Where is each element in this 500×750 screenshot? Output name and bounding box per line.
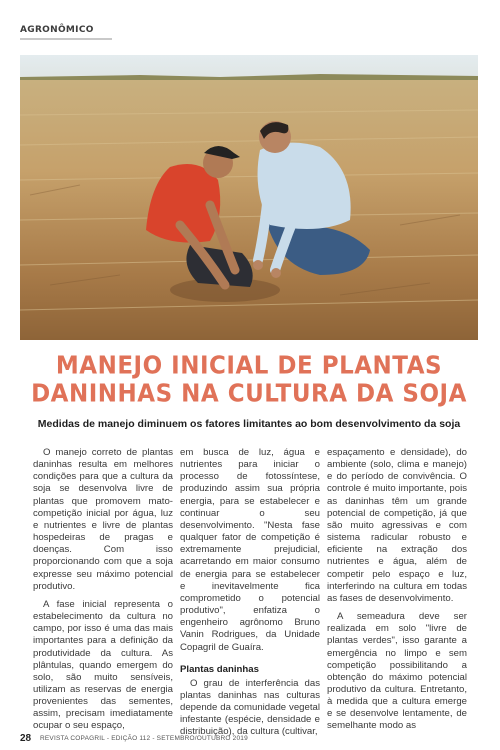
section-label: AGRONÔMICO bbox=[20, 25, 94, 35]
page-number: 28 bbox=[20, 733, 32, 744]
paragraph: O grau de interferência das plantas daninhas nas culturas depende da comunidade vegetal infestante (espécie, densidade e distribuição), da cultura (cultivar, bbox=[180, 677, 320, 738]
paragraph: espaçamento e densidade), do ambiente (solo, clima e manejo) e do período de convivência. O controle é muito importante, pois as daninhas têm um grande potencial de competição, já que são muito agressivas e com sistema radicular robusto e eficiente na extração dos nutrientes e água, além de competir pelo espaço e luz, interferindo na cultura em todas as fases de desenvolvimento. bbox=[327, 447, 467, 604]
text-column-3 bbox=[327, 447, 467, 739]
section-divider bbox=[20, 38, 112, 40]
article-subtitle: Medidas de manejo diminuem os fatores limitantes ao bom desenvolvimento da soja bbox=[37, 418, 461, 430]
paragraph: A semeadura deve ser realizada em solo "livre de plantas verdes", isso garante a emergência no limpo e sem competição possibilitando a obtenção do máximo potencial produtivo da cultura. Entretanto, à medida que a cultura emerge e se desenvolve lentamente, de semelhante modo as bbox=[327, 611, 467, 732]
text-column-2 bbox=[180, 447, 320, 745]
paragraph: em busca de luz, água e nutrientes para iniciar o processo de fotossíntese, produzindo assim sua própria energia, para se estabelecer e continuar o seu desenvolvimento. "Nesta fase qualquer fator de competição é extremamente prejudicial, acarretando em maior consumo de energia para se estabelecer e inevitavelmente fica comprometido o potencial produtivo", enfatiza o engenheiro agrônomo Bruno Vanin Rodrigues, da Unidade Copagril de Guaíra. bbox=[180, 447, 320, 653]
section-subheading: Plantas daninhas bbox=[180, 663, 259, 675]
text-column-1 bbox=[33, 447, 173, 739]
paragraph: A fase inicial representa o estabelecimento da cultura no campo, por isso é uma das mais importantes para a definição da produtividade da cultura. As plântulas, quando emergem do solo, são muito sensíveis, utilizam as reservas de energia provenientes das sementes, assim, precisam imediatamente ocupar o seu espaço, bbox=[33, 598, 173, 732]
field-photo bbox=[20, 55, 478, 340]
footer-publication: REVISTA COPAGRIL - EDIÇÃO 112 - SETEMBRO/OUTUBRO 2019 bbox=[40, 735, 248, 742]
article-title-line-1: MANEJO INICIAL DE PLANTAS bbox=[55, 351, 443, 380]
article-title-line-2: DANINHAS NA CULTURA DA SOJA bbox=[31, 379, 467, 408]
paragraph: O manejo correto de plantas daninhas resulta em melhores condições para que a cultura da soja se desenvolva livre de plantas que promovem mato-competição inicial por água, luz e nutrientes e livre de plantas hospedeiras de pragas e doenças. Com isso proporcionando com que a soja expresse seu máximo potencial produtivo. bbox=[33, 447, 173, 592]
